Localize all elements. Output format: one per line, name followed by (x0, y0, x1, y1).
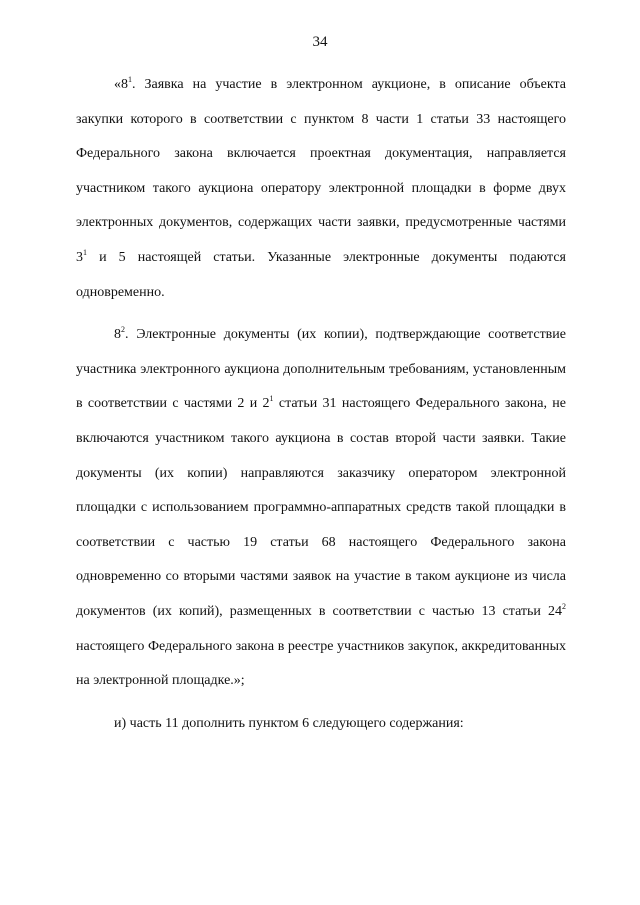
superscript: 2 (562, 601, 566, 611)
paragraph-8-1 (76, 68, 566, 310)
paragraph-8-2 (76, 318, 566, 699)
document-body (76, 68, 566, 741)
text-run: . Электронные документы (их копии), подтверждающие соответствие участника электронного аукциона дополнительным требованиям, установленным в соответствии с частями 2 и 2 (76, 327, 566, 412)
text-run: и) часть 11 дополнить пунктом 6 следующего содержания: (114, 715, 464, 731)
text-run: . Заявка на участие в электронном аукционе, в описание объекта закупки которого в соответствии с пунктом 8 части 1 статьи 33 настоящего Федерального закона включается проектная документация, направляется участником такого аукциона оператору электронной площадки в форме двух электронных документов, содержащих части заявки, предусмотренные частями 3 (76, 77, 566, 265)
superscript: 2 (121, 325, 125, 335)
superscript: 1 (269, 394, 274, 404)
text-run: и 5 настоящей статьи. Указанные электронные документы подаются одновременно. (76, 249, 566, 300)
text-run: «8 (114, 77, 128, 92)
text-run: настоящего Федерального закона в реестре участников закупок, аккредитованных на электронной площадке.»; (76, 638, 566, 689)
paragraph-subitem-i (76, 707, 566, 742)
text-run: статьи 31 настоящего Федерального закона, не включаются участником такого аукциона в состав второй части заявки. Такие документы (их копии) направляются заказчику оператором электронной площадки с использованием программно-аппаратных средств такой площадки в соответствии с частью 19 статьи 68 настоящего Федерального закона одновременно со вторыми частями заявок на участие в таком аукционе из числа документов (их копий), размещенных в соответствии с частью 13 статьи 24 (76, 396, 566, 619)
superscript: 1 (83, 247, 87, 257)
page-number: 34 (312, 34, 328, 50)
text-run: 8 (114, 327, 121, 343)
superscript: 1 (128, 75, 132, 84)
